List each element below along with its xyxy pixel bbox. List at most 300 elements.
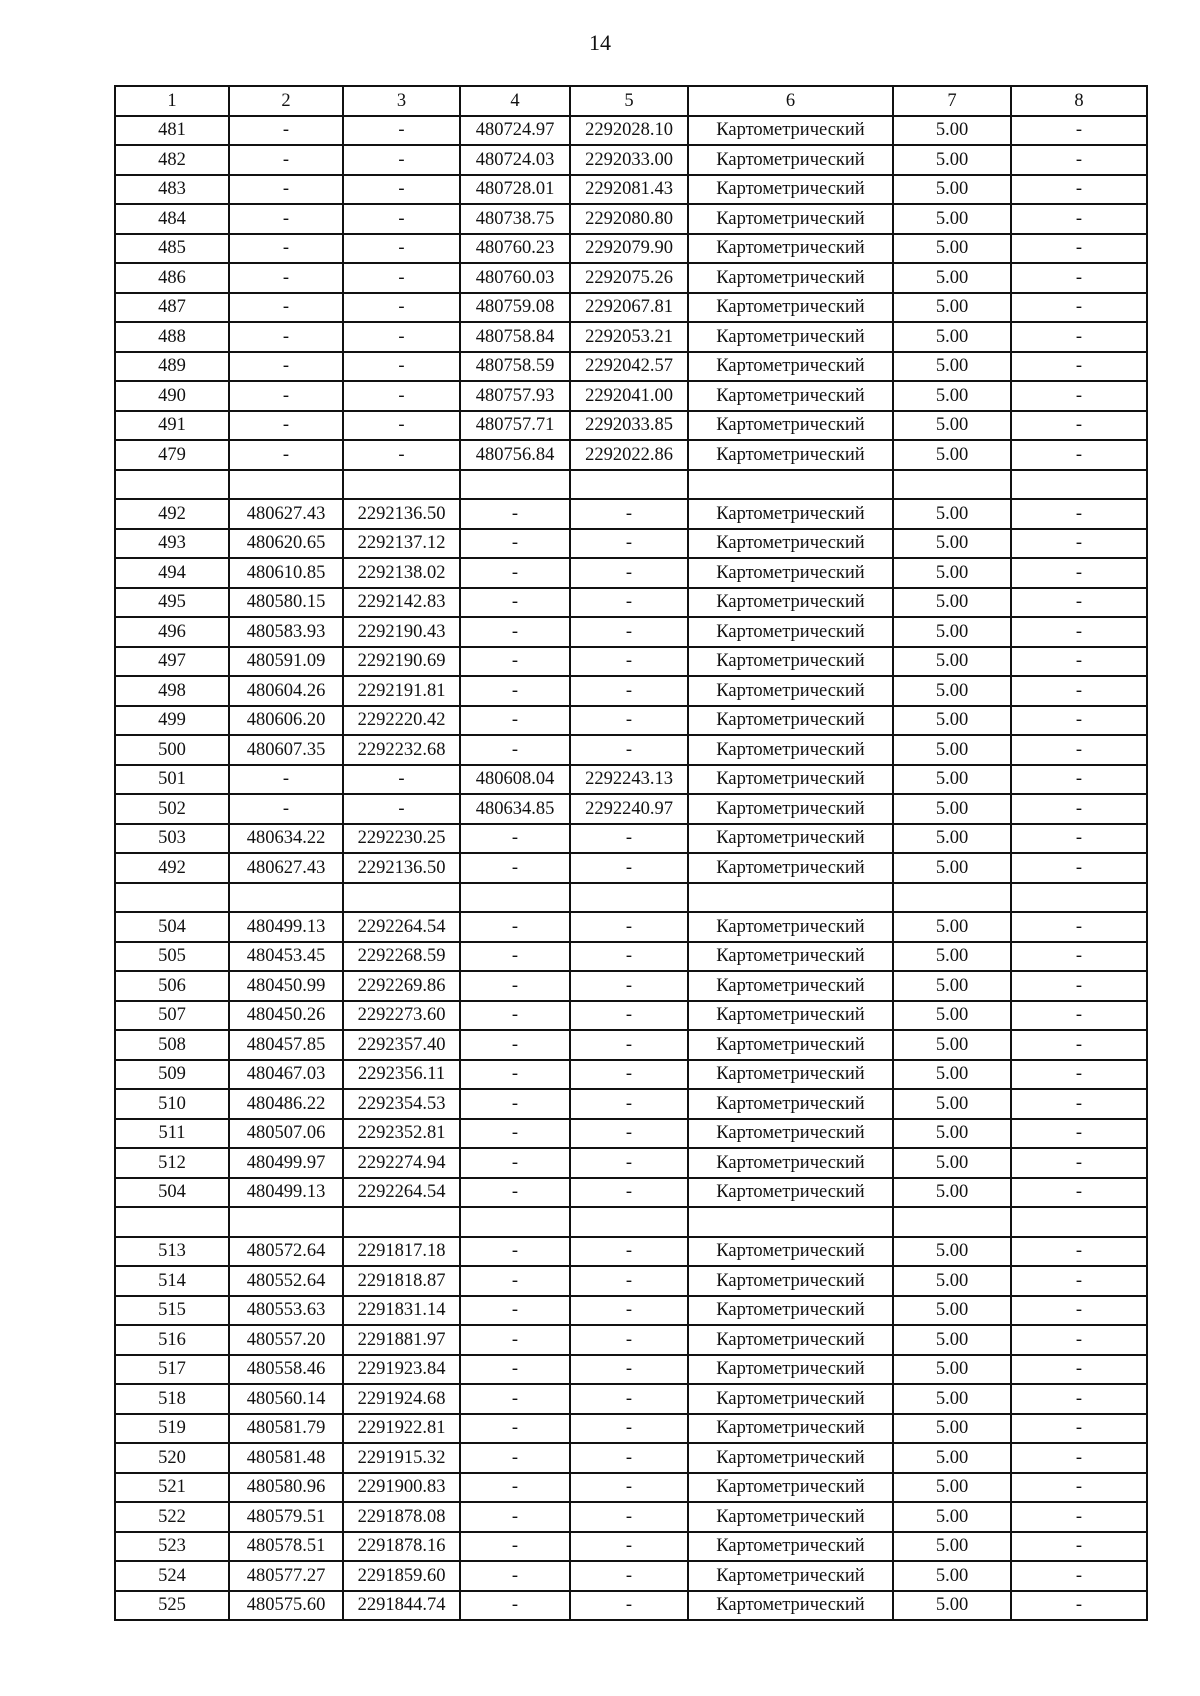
table-cell-col-1: 498 <box>115 676 229 706</box>
table-cell-col-7: 5.00 <box>893 116 1011 146</box>
table-cell-col-2: 480580.15 <box>229 588 343 618</box>
table-cell-col-4: - <box>460 1030 570 1060</box>
table-cell-col-1: 504 <box>115 912 229 942</box>
table-cell-col-3: 2292232.68 <box>343 735 460 765</box>
table-cell-col-5: - <box>570 853 688 883</box>
table-row <box>115 1561 1147 1591</box>
table-cell-col-6: Картометрический <box>688 1296 893 1326</box>
table-cell-col-4: - <box>460 912 570 942</box>
table-cell-col-6: Картометрический <box>688 853 893 883</box>
table-cell-col-7: 5.00 <box>893 1060 1011 1090</box>
table-cell-col-3: 2292274.94 <box>343 1148 460 1178</box>
table-row <box>115 352 1147 382</box>
table-cell-col-6: Картометрический <box>688 1473 893 1503</box>
table-cell-col-1: 494 <box>115 558 229 588</box>
table-cell-col-8: - <box>1011 971 1147 1001</box>
table-cell-col-6: Картометрический <box>688 352 893 382</box>
table-cell-col-7: 5.00 <box>893 175 1011 205</box>
table-row <box>115 765 1147 795</box>
table-cell-col-1: 502 <box>115 794 229 824</box>
table-cell-col-5: - <box>570 1237 688 1267</box>
table-cell-col-1: 519 <box>115 1414 229 1444</box>
table-cell-col-8 <box>1011 1207 1147 1237</box>
table-cell-col-5: 2292022.86 <box>570 440 688 470</box>
table-cell-col-2: 480450.26 <box>229 1001 343 1031</box>
table-cell-col-8: - <box>1011 1325 1147 1355</box>
table-cell-col-4: 480757.71 <box>460 411 570 441</box>
table-cell-col-5: - <box>570 1325 688 1355</box>
table-cell-col-2 <box>229 1207 343 1237</box>
table-row <box>115 558 1147 588</box>
table-cell-col-1: 493 <box>115 529 229 559</box>
table-cell-col-7: 5.00 <box>893 1502 1011 1532</box>
table-cell-col-3: 2291818.87 <box>343 1266 460 1296</box>
table-cell-col-2: 480627.43 <box>229 853 343 883</box>
table-cell-col-1: 483 <box>115 175 229 205</box>
table-cell-col-5: 2292080.80 <box>570 204 688 234</box>
table-cell-col-5: - <box>570 1030 688 1060</box>
table-row <box>115 1001 1147 1031</box>
table-row <box>115 1030 1147 1060</box>
table-cell-col-8: - <box>1011 234 1147 264</box>
table-cell-col-7: 5.00 <box>893 1148 1011 1178</box>
table-cell-col-8: - <box>1011 381 1147 411</box>
table-cell-col-8: - <box>1011 676 1147 706</box>
table-cell-col-4 <box>460 1207 570 1237</box>
table-cell-col-8: - <box>1011 706 1147 736</box>
table-cell-col-3: 2292190.69 <box>343 647 460 677</box>
table-row <box>115 942 1147 972</box>
table-cell-col-6: Картометрический <box>688 381 893 411</box>
table-cell-col-1: 509 <box>115 1060 229 1090</box>
table-row <box>115 381 1147 411</box>
table-cell-col-2: 480579.51 <box>229 1502 343 1532</box>
table-cell-col-1: 492 <box>115 853 229 883</box>
table-cell-col-8: - <box>1011 1178 1147 1208</box>
table-cell-col-2: 480583.93 <box>229 617 343 647</box>
table-cell-col-1: 522 <box>115 1502 229 1532</box>
table-cell-col-7: 5.00 <box>893 440 1011 470</box>
table-cell-col-1: 492 <box>115 499 229 529</box>
table-cell-col-7: 5.00 <box>893 1532 1011 1562</box>
table-cell-col-2: 480572.64 <box>229 1237 343 1267</box>
table-cell-col-2: - <box>229 765 343 795</box>
table-cell-col-2: - <box>229 263 343 293</box>
table-cell-col-1: 490 <box>115 381 229 411</box>
table-cell-col-4: 480757.93 <box>460 381 570 411</box>
table-cell-col-4: - <box>460 676 570 706</box>
table-cell-col-3: - <box>343 145 460 175</box>
table-cell-col-8: - <box>1011 1030 1147 1060</box>
table-cell-col-8: - <box>1011 647 1147 677</box>
table-cell-col-4: - <box>460 1001 570 1031</box>
table-cell-col-8: - <box>1011 558 1147 588</box>
table-cell-col-8: - <box>1011 145 1147 175</box>
table-cell-col-7: 5.00 <box>893 322 1011 352</box>
table-body <box>115 116 1147 1621</box>
table-cell-col-8: - <box>1011 1355 1147 1385</box>
table-cell-col-6: Картометрический <box>688 588 893 618</box>
table-cell-col-6: Картометрический <box>688 293 893 323</box>
table-cell-col-1: 487 <box>115 293 229 323</box>
table-row <box>115 971 1147 1001</box>
table-cell-col-7: 5.00 <box>893 558 1011 588</box>
table-cell-col-7: 5.00 <box>893 765 1011 795</box>
column-header: 7 <box>893 86 1011 116</box>
table-cell-col-3: - <box>343 765 460 795</box>
table-cell-col-4: 480758.59 <box>460 352 570 382</box>
table-cell-col-4: - <box>460 824 570 854</box>
table-cell-col-7: 5.00 <box>893 1561 1011 1591</box>
table-cell-col-7: 5.00 <box>893 735 1011 765</box>
table-cell-col-4: - <box>460 1414 570 1444</box>
table-cell-col-7: 5.00 <box>893 293 1011 323</box>
table-cell-col-7: 5.00 <box>893 942 1011 972</box>
table-cell-col-5: - <box>570 735 688 765</box>
table-cell-col-5: - <box>570 1473 688 1503</box>
table-cell-col-6: Картометрический <box>688 794 893 824</box>
table-cell-col-5: - <box>570 1060 688 1090</box>
table-cell-col-2: 480634.22 <box>229 824 343 854</box>
table-cell-col-8: - <box>1011 1473 1147 1503</box>
table-cell-col-5: 2292079.90 <box>570 234 688 264</box>
table-cell-col-5: - <box>570 1532 688 1562</box>
table-cell-col-8: - <box>1011 1089 1147 1119</box>
table-cell-col-5: 2292053.21 <box>570 322 688 352</box>
table-cell-col-7: 5.00 <box>893 499 1011 529</box>
table-row <box>115 912 1147 942</box>
table-cell-col-7: 5.00 <box>893 912 1011 942</box>
table-cell-col-4: - <box>460 1060 570 1090</box>
table-cell-col-6: Картометрический <box>688 234 893 264</box>
table-cell-col-8: - <box>1011 1414 1147 1444</box>
table-cell-col-3: 2292191.81 <box>343 676 460 706</box>
table-cell-col-1: 501 <box>115 765 229 795</box>
table-cell-col-7: 5.00 <box>893 676 1011 706</box>
table-cell-col-7: 5.00 <box>893 1089 1011 1119</box>
table-cell-col-7: 5.00 <box>893 381 1011 411</box>
table-cell-col-5: - <box>570 1001 688 1031</box>
table-cell-col-2: 480450.99 <box>229 971 343 1001</box>
table-cell-col-1: 485 <box>115 234 229 264</box>
table-cell-col-3: 2292190.43 <box>343 617 460 647</box>
table-cell-col-8: - <box>1011 204 1147 234</box>
table-cell-col-6 <box>688 883 893 913</box>
table-cell-col-8: - <box>1011 529 1147 559</box>
table-cell-col-5 <box>570 470 688 500</box>
table-row <box>115 263 1147 293</box>
table-cell-col-3: 2292264.54 <box>343 1178 460 1208</box>
table-cell-col-5: - <box>570 529 688 559</box>
table-cell-col-6: Картометрический <box>688 765 893 795</box>
table-cell-col-7: 5.00 <box>893 411 1011 441</box>
table-cell-col-2: 480552.64 <box>229 1266 343 1296</box>
table-cell-col-3: 2292220.42 <box>343 706 460 736</box>
table-cell-col-7: 5.00 <box>893 1355 1011 1385</box>
table-cell-col-2 <box>229 470 343 500</box>
table-cell-col-2: - <box>229 145 343 175</box>
table-cell-col-7: 5.00 <box>893 1414 1011 1444</box>
table-cell-col-3: - <box>343 794 460 824</box>
table-cell-col-6: Картометрический <box>688 204 893 234</box>
table-cell-col-3: 2292356.11 <box>343 1060 460 1090</box>
table-row <box>115 1414 1147 1444</box>
table-cell-col-2: - <box>229 234 343 264</box>
table-cell-col-3: 2292137.12 <box>343 529 460 559</box>
table-cell-col-2: - <box>229 794 343 824</box>
table-cell-col-7: 5.00 <box>893 204 1011 234</box>
table-row <box>115 322 1147 352</box>
table-cell-col-5: - <box>570 1089 688 1119</box>
table-cell-col-5: - <box>570 1502 688 1532</box>
table-cell-col-2: 480578.51 <box>229 1532 343 1562</box>
table-cell-col-2: 480499.97 <box>229 1148 343 1178</box>
table-cell-col-5: - <box>570 706 688 736</box>
table-cell-col-7 <box>893 470 1011 500</box>
column-header: 5 <box>570 86 688 116</box>
column-header: 1 <box>115 86 229 116</box>
table-cell-col-2: 480457.85 <box>229 1030 343 1060</box>
table-cell-col-6: Картометрический <box>688 912 893 942</box>
separator-row <box>115 1207 1147 1237</box>
table-cell-col-2: - <box>229 293 343 323</box>
table-cell-col-8: - <box>1011 1561 1147 1591</box>
table-cell-col-3: 2292136.50 <box>343 853 460 883</box>
table-cell-col-7: 5.00 <box>893 1384 1011 1414</box>
table-cell-col-1: 500 <box>115 735 229 765</box>
table-cell-col-2: 480580.96 <box>229 1473 343 1503</box>
table-cell-col-1: 484 <box>115 204 229 234</box>
separator-row <box>115 883 1147 913</box>
table-cell-col-2: 480604.26 <box>229 676 343 706</box>
column-header: 4 <box>460 86 570 116</box>
table-cell-col-6: Картометрический <box>688 558 893 588</box>
table-cell-col-1: 503 <box>115 824 229 854</box>
table-cell-col-2: - <box>229 204 343 234</box>
table-cell-col-1: 525 <box>115 1591 229 1621</box>
table-cell-col-8: - <box>1011 263 1147 293</box>
table-cell-col-6 <box>688 470 893 500</box>
table-cell-col-8: - <box>1011 499 1147 529</box>
table-cell-col-3: - <box>343 204 460 234</box>
column-header: 8 <box>1011 86 1147 116</box>
table-cell-col-3: 2291831.14 <box>343 1296 460 1326</box>
table-cell-col-7: 5.00 <box>893 1591 1011 1621</box>
table-cell-col-6: Картометрический <box>688 1591 893 1621</box>
table-cell-col-2: - <box>229 322 343 352</box>
table-cell-col-7: 5.00 <box>893 234 1011 264</box>
table-cell-col-6: Картометрический <box>688 1532 893 1562</box>
table-cell-col-3: 2291922.81 <box>343 1414 460 1444</box>
table-row <box>115 588 1147 618</box>
table-cell-col-5: - <box>570 912 688 942</box>
table-row <box>115 440 1147 470</box>
table-cell-col-2: - <box>229 381 343 411</box>
table-cell-col-6: Картометрический <box>688 529 893 559</box>
table-cell-col-1: 505 <box>115 942 229 972</box>
table-cell-col-7: 5.00 <box>893 853 1011 883</box>
table-cell-col-4: - <box>460 529 570 559</box>
table-cell-col-3: - <box>343 411 460 441</box>
table-cell-col-1: 516 <box>115 1325 229 1355</box>
table-cell-col-3: 2292136.50 <box>343 499 460 529</box>
table-cell-col-1: 497 <box>115 647 229 677</box>
table-cell-col-2: 480620.65 <box>229 529 343 559</box>
table-cell-col-6: Картометрический <box>688 1355 893 1385</box>
table-cell-col-3: 2291859.60 <box>343 1561 460 1591</box>
table-cell-col-6: Картометрический <box>688 1325 893 1355</box>
table-row <box>115 175 1147 205</box>
table-cell-col-7: 5.00 <box>893 1030 1011 1060</box>
table-cell-col-2: 480610.85 <box>229 558 343 588</box>
table-cell-col-8: - <box>1011 617 1147 647</box>
table-row <box>115 706 1147 736</box>
table-cell-col-4: - <box>460 617 570 647</box>
table-cell-col-8: - <box>1011 1384 1147 1414</box>
table-cell-col-6: Картометрический <box>688 1237 893 1267</box>
table-cell-col-4: - <box>460 853 570 883</box>
table-cell-col-2: 480577.27 <box>229 1561 343 1591</box>
table-cell-col-7: 5.00 <box>893 794 1011 824</box>
table-cell-col-4: 480738.75 <box>460 204 570 234</box>
table-row <box>115 1532 1147 1562</box>
table-cell-col-3 <box>343 1207 460 1237</box>
table-cell-col-5: - <box>570 1148 688 1178</box>
table-cell-col-6: Картометрический <box>688 1148 893 1178</box>
table-cell-col-4: - <box>460 1532 570 1562</box>
table-cell-col-2: 480607.35 <box>229 735 343 765</box>
table-row <box>115 1443 1147 1473</box>
table-cell-col-1 <box>115 883 229 913</box>
table-cell-col-2: 480581.48 <box>229 1443 343 1473</box>
table-cell-col-5: - <box>570 1178 688 1208</box>
table-cell-col-5: - <box>570 1266 688 1296</box>
table-cell-col-5: - <box>570 1355 688 1385</box>
table-cell-col-2: 480591.09 <box>229 647 343 677</box>
table-cell-col-6: Картометрический <box>688 175 893 205</box>
table-cell-col-4: - <box>460 1237 570 1267</box>
table-cell-col-5: 2292067.81 <box>570 293 688 323</box>
table-cell-col-7: 5.00 <box>893 1237 1011 1267</box>
table-cell-col-6: Картометрический <box>688 1384 893 1414</box>
table-cell-col-1: 488 <box>115 322 229 352</box>
table-cell-col-8: - <box>1011 1443 1147 1473</box>
table-cell-col-5: 2292028.10 <box>570 116 688 146</box>
table-cell-col-3: 2291915.32 <box>343 1443 460 1473</box>
table-cell-col-4: - <box>460 558 570 588</box>
table-cell-col-4: - <box>460 706 570 736</box>
table-cell-col-5: 2292081.43 <box>570 175 688 205</box>
table-cell-col-2: - <box>229 411 343 441</box>
table-cell-col-7 <box>893 1207 1011 1237</box>
table-cell-col-6: Картометрический <box>688 145 893 175</box>
table-cell-col-5: 2292041.00 <box>570 381 688 411</box>
table-cell-col-2: 480553.63 <box>229 1296 343 1326</box>
table-cell-col-7: 5.00 <box>893 529 1011 559</box>
table-cell-col-4: - <box>460 1296 570 1326</box>
table-cell-col-4: 480756.84 <box>460 440 570 470</box>
table-cell-col-3: - <box>343 293 460 323</box>
table-row <box>115 647 1147 677</box>
column-header: 3 <box>343 86 460 116</box>
table-cell-col-5: - <box>570 617 688 647</box>
table-cell-col-2: - <box>229 352 343 382</box>
table-cell-col-2: - <box>229 175 343 205</box>
table-cell-col-1: 508 <box>115 1030 229 1060</box>
table-cell-col-1: 496 <box>115 617 229 647</box>
table-cell-col-6: Картометрический <box>688 116 893 146</box>
table-row <box>115 1355 1147 1385</box>
table-cell-col-8: - <box>1011 1502 1147 1532</box>
table-cell-col-7: 5.00 <box>893 617 1011 647</box>
table-cell-col-3: 2291923.84 <box>343 1355 460 1385</box>
table-cell-col-1: 482 <box>115 145 229 175</box>
table-cell-col-3: 2291817.18 <box>343 1237 460 1267</box>
table-cell-col-3: - <box>343 440 460 470</box>
table-cell-col-8: - <box>1011 1296 1147 1326</box>
table-cell-col-5: - <box>570 1561 688 1591</box>
table-cell-col-7: 5.00 <box>893 1001 1011 1031</box>
table-cell-col-4: - <box>460 1561 570 1591</box>
table-row <box>115 1296 1147 1326</box>
table-cell-col-4: 480759.08 <box>460 293 570 323</box>
table-cell-col-2 <box>229 883 343 913</box>
table-cell-col-8 <box>1011 470 1147 500</box>
table-cell-col-8: - <box>1011 1060 1147 1090</box>
table-cell-col-1: 523 <box>115 1532 229 1562</box>
table-cell-col-7: 5.00 <box>893 971 1011 1001</box>
table-cell-col-7: 5.00 <box>893 1296 1011 1326</box>
table-cell-col-3: 2292264.54 <box>343 912 460 942</box>
table-cell-col-7: 5.00 <box>893 263 1011 293</box>
table-cell-col-3 <box>343 470 460 500</box>
table-row <box>115 853 1147 883</box>
table-cell-col-3: - <box>343 175 460 205</box>
table-cell-col-3: 2292138.02 <box>343 558 460 588</box>
table-cell-col-8: - <box>1011 824 1147 854</box>
table-cell-col-2: 480606.20 <box>229 706 343 736</box>
table-header-row <box>115 86 1147 116</box>
table-cell-col-5: - <box>570 499 688 529</box>
table-row <box>115 1502 1147 1532</box>
table-cell-col-6: Картометрический <box>688 263 893 293</box>
table-cell-col-3: 2292352.81 <box>343 1119 460 1149</box>
table-cell-col-6: Картометрический <box>688 1119 893 1149</box>
table-cell-col-6: Картометрический <box>688 706 893 736</box>
page-number: 14 <box>589 30 611 55</box>
table-cell-col-7 <box>893 883 1011 913</box>
column-header: 6 <box>688 86 893 116</box>
table-row <box>115 145 1147 175</box>
table-cell-col-8: - <box>1011 322 1147 352</box>
table-cell-col-3: 2292230.25 <box>343 824 460 854</box>
table-row <box>115 116 1147 146</box>
table-cell-col-2: - <box>229 440 343 470</box>
table-cell-col-7: 5.00 <box>893 1325 1011 1355</box>
table-cell-col-1: 517 <box>115 1355 229 1385</box>
table-cell-col-5: 2292075.26 <box>570 263 688 293</box>
table-cell-col-5: - <box>570 942 688 972</box>
table-cell-col-2: 480453.45 <box>229 942 343 972</box>
table-row <box>115 1237 1147 1267</box>
table-cell-col-6: Картометрический <box>688 1502 893 1532</box>
table-cell-col-4: 480634.85 <box>460 794 570 824</box>
table-cell-col-5 <box>570 1207 688 1237</box>
table-cell-col-4: 480728.01 <box>460 175 570 205</box>
table-cell-col-4: - <box>460 647 570 677</box>
table-row <box>115 411 1147 441</box>
table-cell-col-5 <box>570 883 688 913</box>
